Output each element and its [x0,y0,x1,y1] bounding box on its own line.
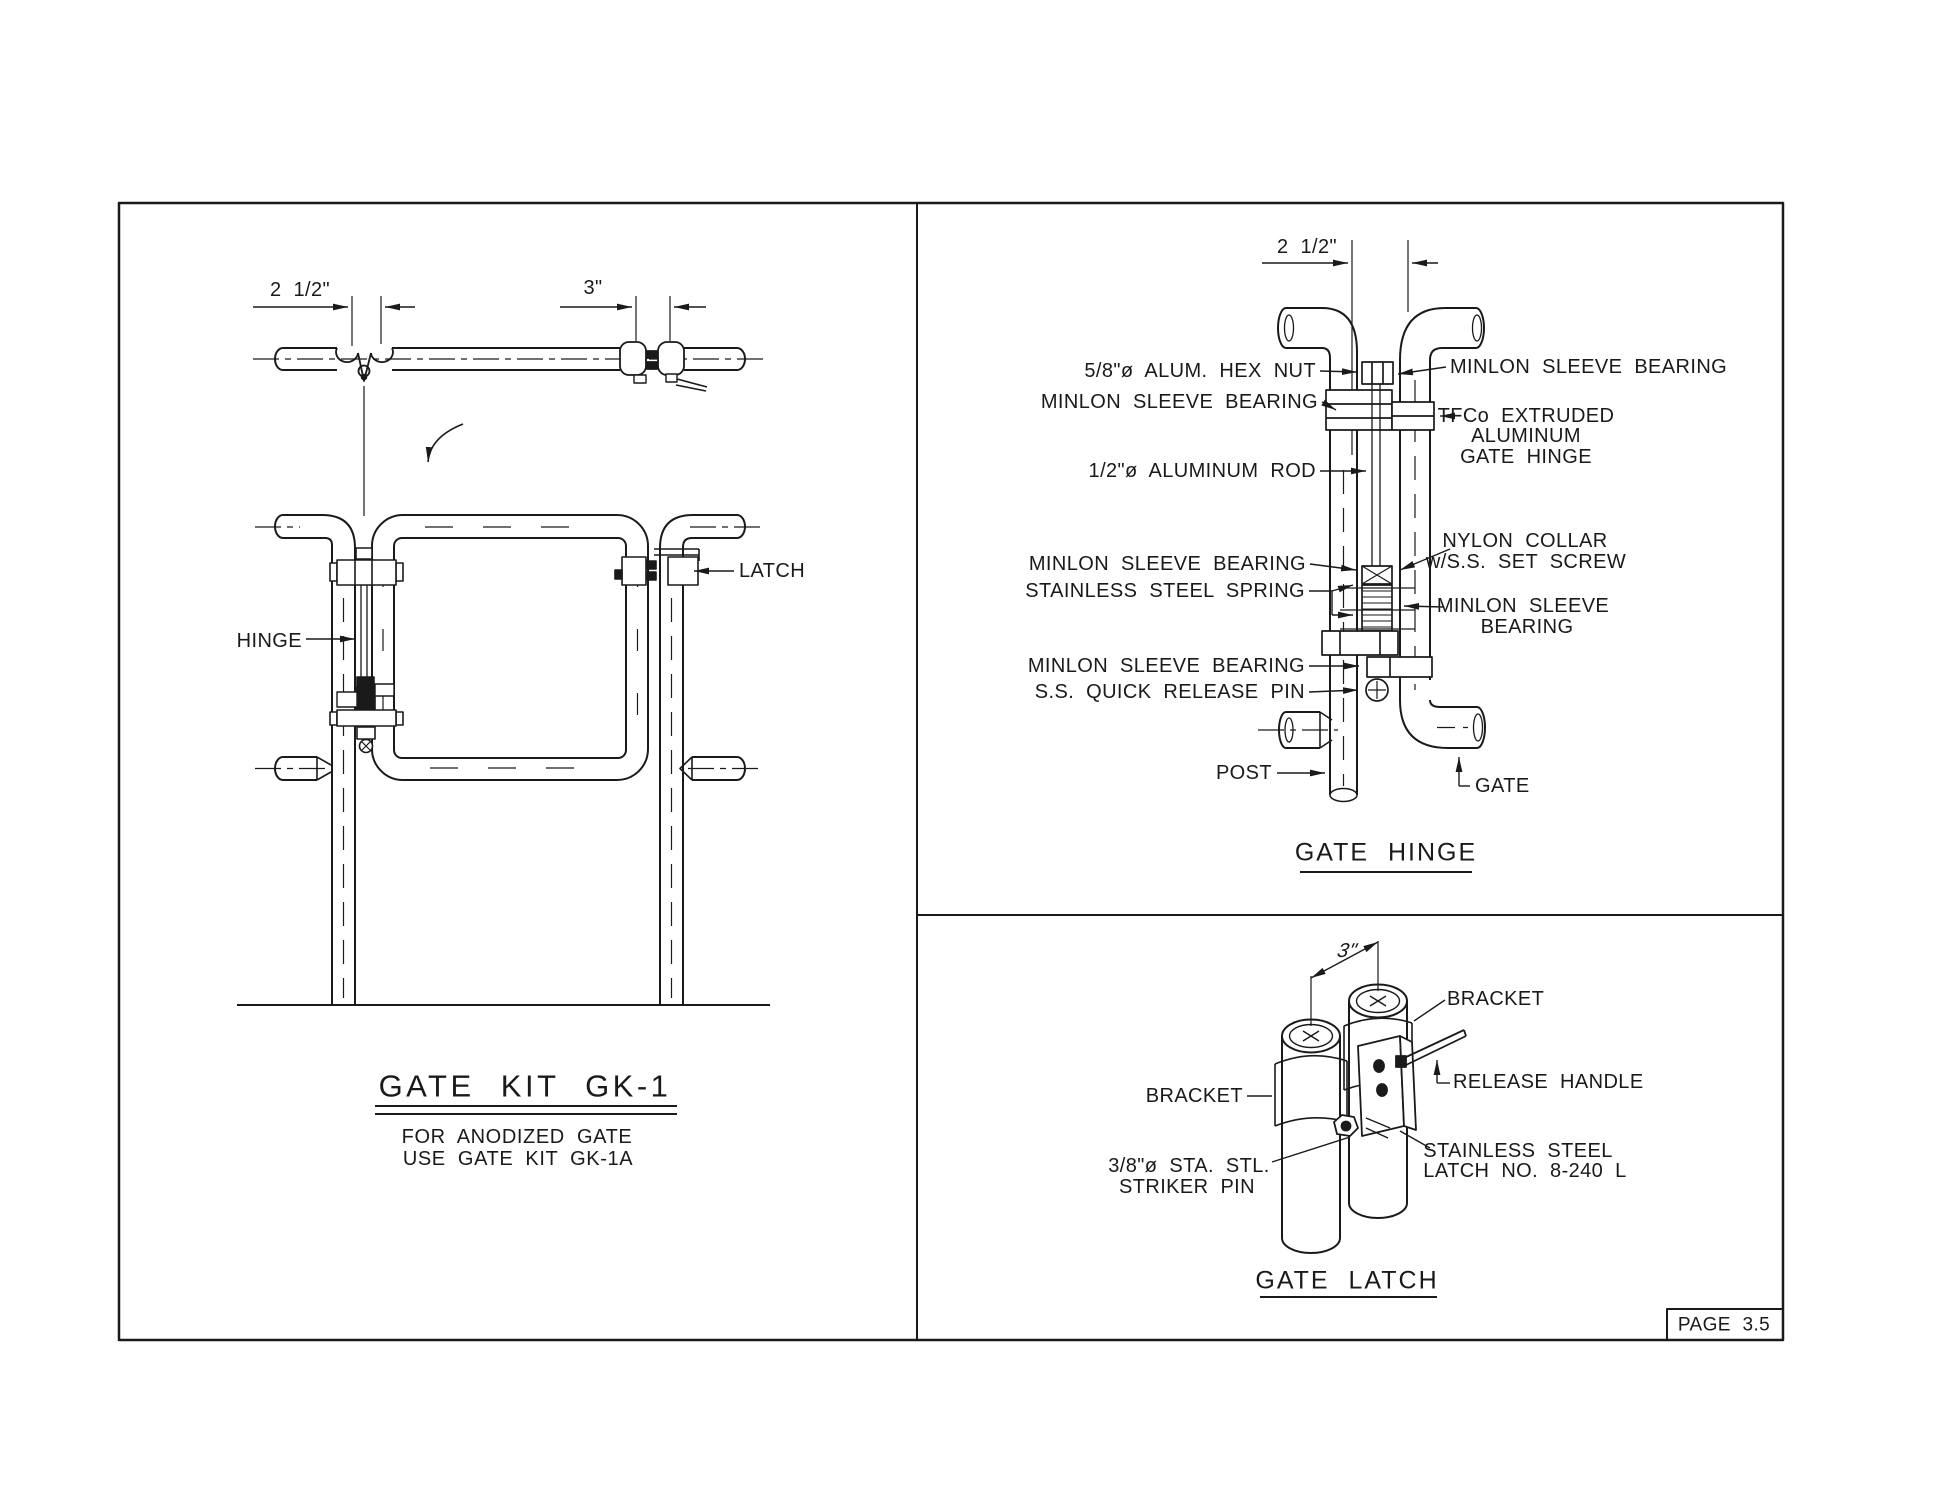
bearing-right-label-2: BEARING [1480,616,1574,638]
striker-pin-label-2: STRIKER PIN [1119,1176,1255,1198]
dim-hinge-offset [253,296,415,346]
gate-kit-note-2: USE GATE KIT GK-1A [402,1148,634,1170]
latch-mechanism [1334,1030,1466,1138]
bearing-right-label-1: MINLON SLEEVE [1436,595,1610,617]
page-number: PAGE 3.5 [1677,1314,1771,1336]
hinge-plan-knuckle [336,348,393,381]
bearing-mid-left-label: MINLON SLEEVE BEARING [1028,553,1306,575]
dim-latch-offset [560,296,706,341]
hinge-label: HINGE [236,630,302,652]
gate-latch-drawing [1247,941,1466,1297]
post-label: POST [1215,762,1272,784]
bearing-upper-right-label: MINLON SLEEVE BEARING [1450,356,1728,378]
latch-dim-spacing-label: 3" [1335,940,1359,962]
latch-plan [620,342,707,391]
bracket-right-label: BRACKET [1447,988,1545,1010]
release-handle-label: RELEASE HANDLE [1453,1071,1644,1093]
hex-nut-label: 5/8"ø ALUM. HEX NUT [1084,360,1316,382]
latch-left-cylinder [1275,1020,1347,1254]
striker-pin-label-1: 3/8"ø STA. STL. [1108,1155,1270,1177]
tfco-hinge-label-1: TFCo EXTRUDED [1437,405,1615,427]
gate-latch-title: GATE LATCH [1255,1266,1439,1295]
nylon-collar-label-2: w/S.S. SET SCREW [1425,551,1627,573]
gate-hinge-title: GATE HINGE [1294,838,1478,867]
bearing-lower-left-label: MINLON SLEEVE BEARING [1027,655,1305,677]
hinge-hardware [330,548,403,753]
spring-label: STAINLESS STEEL SPRING [1025,580,1305,602]
tfco-hinge-label-3: GATE HINGE [1460,446,1592,468]
dim-latch-offset-label: 3" [583,277,603,299]
tfco-hinge-label-2: ALUMINUM [1471,425,1581,447]
gate-kit-note-1: FOR ANODIZED GATE [401,1126,633,1148]
swing-arc [428,424,463,462]
bearing-upper-left-label: MINLON SLEEVE BEARING [1040,391,1318,413]
gate-label: GATE [1475,775,1530,797]
release-pin-label: S.S. QUICK RELEASE PIN [1034,681,1305,703]
latch-label: LATCH [739,560,806,582]
hinge-dim-offset-label: 2 1/2" [1277,236,1337,258]
bracket-left-label: BRACKET [1145,1085,1243,1107]
gate-kit-drawing [237,296,770,1114]
ss-latch-label-1: STAINLESS STEEL [1423,1140,1613,1162]
nylon-collar-label-1: NYLON COLLAR [1442,530,1608,552]
ss-latch-label-2: LATCH NO. 8-240 L [1423,1160,1627,1182]
aluminum-rod-label: 1/2"ø ALUMINUM ROD [1088,460,1316,482]
gate-elevation [237,515,770,1005]
latch-hardware [615,549,699,585]
gate-kit-title: GATE KIT GK-1 [378,1068,672,1104]
dim-hinge-offset-label: 2 1/2" [270,279,330,301]
